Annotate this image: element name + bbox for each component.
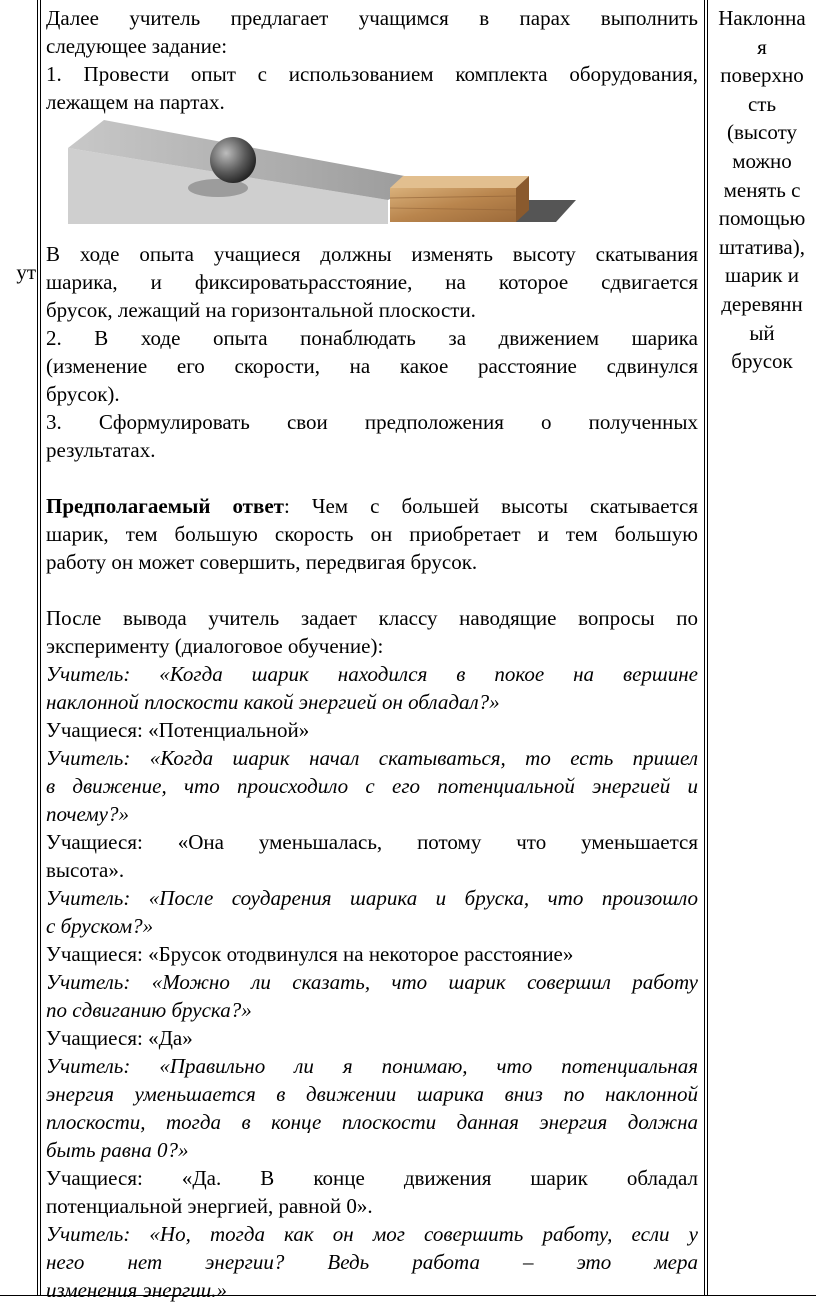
dialog-students-5-line-2: потенциальной энергией, равной 0». [46, 1194, 373, 1218]
ball [210, 137, 256, 183]
dialog-teacher-3-line-1: Учитель: «После соударения шарика и бруска, что произошло [46, 886, 698, 910]
step-2-line-1: 2. В ходе опыта понаблюдать за движением шарика [46, 326, 698, 350]
dialog-teacher-6-line-2: него нет энергии? Ведь работа – это мера [46, 1250, 698, 1274]
right-line-10: деревянн [721, 291, 803, 316]
para-line-3: брусок, лежащий на горизонтальной плоскости. [46, 298, 476, 322]
step-1-line-2: лежащем на партах. [46, 90, 225, 114]
dialog-teacher-2-line-2: в движение, что происходило с его потенциальной энергией и [46, 774, 698, 798]
dialog-students-1: Учащиеся: «Потенциальной» [46, 718, 310, 742]
right-line-7: помощью [718, 206, 806, 231]
right-column-cell [708, 4, 816, 376]
right-line-4: (высоту [727, 120, 797, 145]
dialog-teacher-4-line-2: по сдвиганию бруска?» [46, 998, 252, 1022]
dialog-students-3: Учащиеся: «Брусок отодвинулся на некоторое расстояние» [46, 942, 574, 966]
experiment-illustration [46, 118, 698, 236]
answer-text: : Чем с большей высоты скатывается [283, 494, 698, 518]
dialog-teacher-2-line-1: Учитель: «Когда шарик начал скатываться, то есть пришел [46, 746, 698, 770]
table-border-right-inner [704, 0, 705, 1296]
intro-line-2: следующее задание: [46, 34, 228, 58]
step-3-line-1: 3. Сформулировать свои предположения о полученных [46, 410, 698, 434]
dialog-students-2-line-1: Учащиеся: «Она уменьшалась, потому что уменьшается [46, 830, 698, 854]
right-line-0: Наклонна [718, 6, 806, 30]
answer-line-2: шарик, тем большую скорость он приобретает и тем большую [46, 522, 698, 546]
dialog-teacher-2-line-3: почему?» [46, 802, 129, 826]
dialog-teacher-6-line-3: изменения энергии.» [46, 1278, 228, 1302]
dialog-teacher-5-line-2: энергия уменьшается в движении шарика вниз по наклонной [46, 1082, 698, 1106]
intro-line-1: Далее учитель предлагает учащимся в парах выполнить [46, 6, 698, 30]
answer-line-3: работу он может совершить, передвигая брусок. [46, 550, 478, 574]
step-2-line-2: (изменение его скорости, на какое расстояние сдвинулся [46, 354, 698, 378]
right-line-6: менять с [723, 177, 801, 202]
dialog-teacher-1-line-1: Учитель: «Когда шарик находился в покое на вершине [46, 662, 698, 686]
para-line-1: В ходе опыта учащиеся должны изменять высоту скатывания [46, 242, 698, 266]
after-line-2: эксперименту (диалоговое обучение): [46, 634, 384, 658]
answer-line-1 [46, 492, 698, 520]
step-2-line-3: брусок). [46, 382, 120, 406]
right-line-2: поверхно [720, 63, 804, 88]
right-line-11: ый [749, 320, 775, 345]
main-column-cell [46, 4, 698, 1304]
step-1-line-1: 1. Провести опыт с использованием комплекта оборудования, [46, 62, 698, 86]
dialog-students-2-line-2: высота». [46, 858, 125, 882]
incline-diagram [46, 118, 586, 236]
after-line-1: После вывода учитель задает классу наводящие вопросы по [46, 606, 698, 630]
dialog-teacher-5-line-1: Учитель: «Правильно ли я понимаю, что потенциальная [46, 1054, 698, 1078]
block-top [390, 176, 529, 188]
left-column-text: ут [16, 260, 36, 284]
dialog-teacher-4-line-1: Учитель: «Можно ли сказать, что шарик совершил работу [46, 970, 698, 994]
para-line-2: шарика, и фиксироватьрасстояние, на которое сдвигается [46, 270, 698, 294]
right-line-1: я [757, 34, 767, 59]
dialog-teacher-1-line-2: наклонной плоскости какой энергией он обладал?» [46, 690, 500, 714]
dialog-teacher-6-line-1: Учитель: «Но, тогда как он мог совершить работу, если у [46, 1222, 698, 1246]
step-3-line-2: результатах. [46, 438, 156, 462]
right-line-3: сть [747, 91, 777, 116]
right-line-8: штатива), [719, 234, 805, 259]
right-line-12: брусок [731, 349, 793, 374]
dialog-students-4: Учащиеся: «Да» [46, 1026, 193, 1050]
right-line-5: можно [732, 148, 792, 173]
block-front [390, 188, 516, 222]
left-column-cell [0, 260, 36, 285]
dialog-teacher-5-line-4: быть равна 0?» [46, 1138, 189, 1162]
dialog-teacher-5-line-3: плоскости, тогда в конце плоскости данная энергия должна [46, 1110, 698, 1134]
table-border-left-inner [37, 0, 38, 1296]
answer-label: Предполагаемый ответ [46, 494, 284, 518]
dialog-teacher-3-line-2: с бруском?» [46, 914, 154, 938]
dialog-students-5-line-1: Учащиеся: «Да. В конце движения шарик обладал [46, 1166, 698, 1190]
right-line-9: шарик и [725, 263, 799, 288]
table-border-left-inner-2 [40, 0, 41, 1296]
